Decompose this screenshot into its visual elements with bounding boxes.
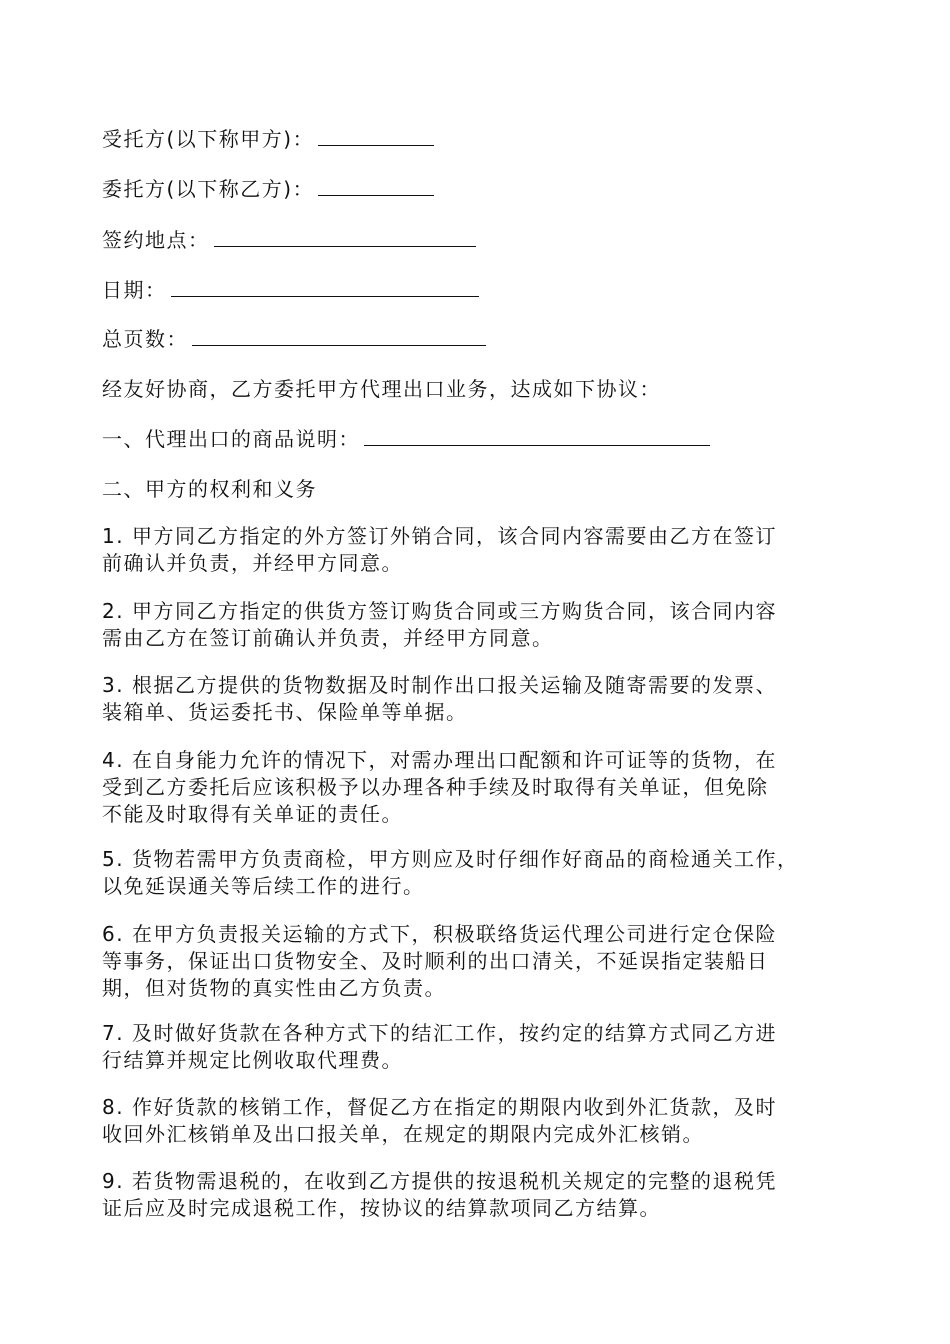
- section2-title: 二、甲方的权利和义务: [102, 477, 317, 501]
- clause-line: 期，但对货物的真实性由乙方负责。: [102, 976, 446, 1000]
- trustee-blank[interactable]: [318, 129, 434, 146]
- clause-3: [102, 672, 862, 726]
- page-count-field: [102, 326, 486, 352]
- clause-line: 前确认并负责，并经甲方同意。: [102, 551, 403, 575]
- page-count-label: 总页数：: [102, 327, 188, 351]
- date-blank[interactable]: [171, 280, 479, 297]
- clause-line: 2. 甲方同乙方指定的供货方签订购货合同或三方购货合同，该合同内容: [102, 599, 777, 623]
- signing-place-blank[interactable]: [214, 230, 476, 247]
- clause-line: 收回外汇核销单及出口报关单，在规定的期限内完成外汇核销。: [102, 1122, 704, 1146]
- section1-label: 一、代理出口的商品说明：: [102, 427, 360, 451]
- signing-place-field: [102, 227, 476, 253]
- client-label: 委托方(以下称乙方)：: [102, 177, 315, 201]
- intro-text: 经友好协商，乙方委托甲方代理出口业务，达成如下协议：: [102, 377, 661, 401]
- clause-line: 1. 甲方同乙方指定的外方签订外销合同，该合同内容需要由乙方在签订: [102, 524, 777, 548]
- clause-line: 6. 在甲方负责报关运输的方式下，积极联络货运代理公司进行定仓保险: [102, 922, 777, 946]
- clause-line: 7. 及时做好货款在各种方式下的结汇工作，按约定的结算方式同乙方进: [102, 1021, 777, 1045]
- clause-9: [102, 1168, 862, 1222]
- clause-2: [102, 598, 862, 652]
- section1-blank[interactable]: [364, 429, 710, 446]
- clause-line: 4. 在自身能力允许的情况下，对需办理出口配额和许可证等的货物，在: [102, 748, 777, 772]
- date-field: [102, 277, 479, 303]
- clause-8: [102, 1094, 862, 1148]
- clause-line: 受到乙方委托后应该积极予以办理各种手续及时取得有关单证，但免除: [102, 775, 769, 799]
- clause-line: 装箱单、货运委托书、保险单等单据。: [102, 700, 468, 724]
- date-label: 日期：: [102, 278, 167, 302]
- clause-line: 需由乙方在签订前确认并负责，并经甲方同意。: [102, 626, 554, 650]
- clause-line: 以免延误通关等后续工作的进行。: [102, 874, 425, 898]
- clause-line: 不能及时取得有关单证的责任。: [102, 802, 403, 826]
- clause-7: [102, 1020, 862, 1074]
- clause-line: 证后应及时完成退税工作，按协议的结算款项同乙方结算。: [102, 1196, 661, 1220]
- clause-line: 8. 作好货款的核销工作，督促乙方在指定的期限内收到外汇货款，及时: [102, 1095, 777, 1119]
- clause-line: 等事务，保证出口货物安全、及时顺利的出口清关，不延误指定装船日: [102, 949, 769, 973]
- trustee-label: 受托方(以下称甲方)：: [102, 127, 315, 151]
- clause-6: [102, 921, 862, 1002]
- clause-4: [102, 747, 862, 828]
- clause-line: 3. 根据乙方提供的货物数据及时制作出口报关运输及随寄需要的发票、: [102, 673, 777, 697]
- trustee-field: [102, 126, 434, 152]
- signing-place-label: 签约地点：: [102, 228, 210, 252]
- clause-line: 5. 货物若需甲方负责商检，甲方则应及时仔细作好商品的商检通关工作，: [102, 847, 799, 871]
- clause-1: [102, 523, 862, 577]
- clause-line: 9. 若货物需退税的，在收到乙方提供的按退税机关规定的完整的退税凭: [102, 1169, 777, 1193]
- clause-5: [102, 846, 862, 900]
- clause-line: 行结算并规定比例收取代理费。: [102, 1048, 403, 1072]
- page-count-blank[interactable]: [192, 329, 486, 346]
- client-field: [102, 176, 434, 202]
- client-blank[interactable]: [318, 179, 434, 196]
- section1-field: [102, 426, 710, 452]
